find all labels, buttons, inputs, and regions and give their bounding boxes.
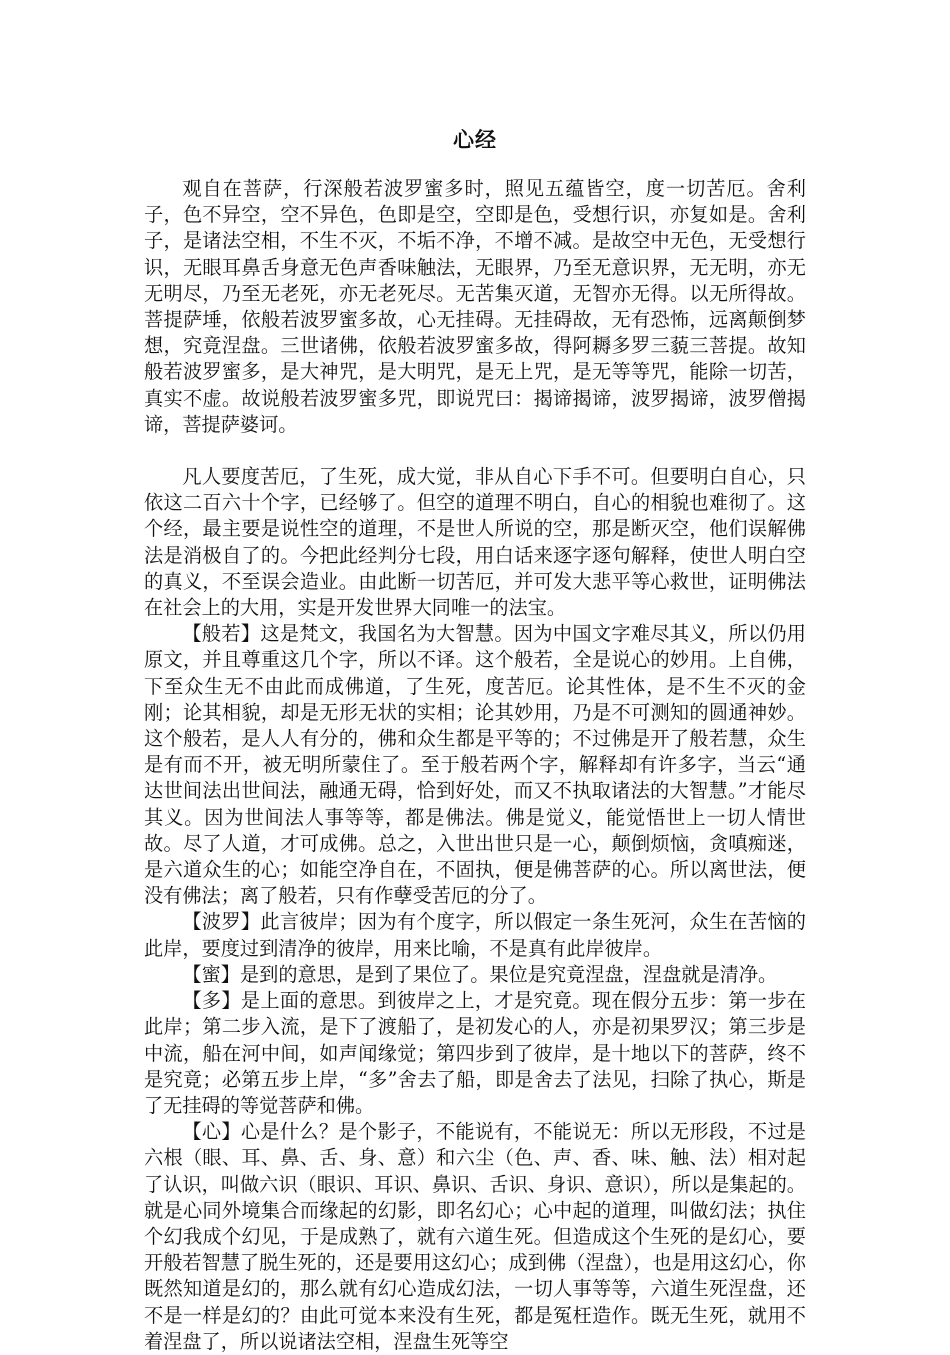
document-title: 心经 — [453, 128, 497, 152]
document-body — [144, 176, 806, 1355]
commentary-heart-paragraph: 【心】心是什么？是个影子，不能说有，不能说无：所以无形段，不过是六根（眼、耳、鼻、舌、身、意）和六尘（色、声、香、味、触、法）相对起了认识，叫做六识（眼识、耳识、鼻识、舌识、身识、意识），所以是集起的。就是心同外境集合而缘起的幻影，即名幻心；心中起的道理，叫做幻法；执住个幻我成个幻见，于是成熟了，就有六道生死。但造成这个生死的是幻心，要开般若智慧了脱生死的，还是要用这幻心；成到佛（涅盘），也是用这幻心，你既然知道是幻的，那么就有幻心造成幻法，一切人事等等，六道生死涅盘，还不是一样是幻的？由此可觉本来没有生死，都是冤枉造作。既无生死，就用不着涅盘了，所以说诸法空相，涅盘生死等空 — [144, 1120, 806, 1353]
sutra-text-paragraph: 观自在菩萨，行深般若波罗蜜多时，照见五蕴皆空，度一切苦厄。舍利子，色不异空，空不异色，色即是空，空即是色，受想行识，亦复如是。舍利子，是诸法空相，不生不灭，不垢不净，不增不减。是故空中无色，无受想行识，无眼耳鼻舌身意无色声香味触法，无眼界，乃至无意识界，无无明，亦无无明尽，乃至无老死，亦无老死尽。无苦集灭道，无智亦无得。以无所得故。菩提萨埵，依般若波罗蜜多故，心无挂碍。无挂碍故，无有恐怖，远离颠倒梦想，究竟涅盘。三世诸佛，依般若波罗蜜多故，得阿耨多罗三藐三菩提。故知般若波罗蜜多，是大神咒，是大明咒，是无上咒，是无等等咒，能除一切苦，真实不虚。故说般若波罗蜜多咒，即说咒曰：揭谛揭谛，波罗揭谛，波罗僧揭谛，菩提萨婆诃。 — [144, 177, 806, 436]
commentary-prajna-paragraph: 【般若】这是梵文，我国名为大智慧。因为中国文字难尽其义，所以仍用原文，并且尊重这几个字，所以不译。这个般若，全是说心的妙用。上自佛，下至众生无不由此而成佛道，了生死，度苦厄。论其性体，是不生不灭的金刚；论其相貌，却是无形无状的实相；论其妙用，乃是不可测知的圆通神妙。这个般若，是人人有分的，佛和众生都是平等的；不过佛是开了般若慧，众生是有而不开，被无明所蒙住了。至于般若两个字，解释却有许多字，当云“通达世间法出世间法，融通无碍，恰到好处，而又不执取诸法的大智慧。”才能尽其义。因为世间法人事等等，都是佛法。佛是觉义，能觉悟世上一切人情世故。尽了人道，才可成佛。总之，入世出世只是一心，颠倒烦恼，贪嗔痴迷，是六道众生的心；如能空净自在，不固执，便是佛菩萨的心。所以离世法，便没有佛法；离了般若，只有作孽受苦厄的分了。 — [144, 622, 806, 908]
commentary-duo-paragraph: 【多】是上面的意思。到彼岸之上，才是究竟。现在假分五步：第一步在此岸；第二步入流，是下了渡船了，是初发心的人，亦是初果罗汉；第三步是中流，船在河中间，如声闻缘觉；第四步到了彼岸，是十地以下的菩萨，终不是究竟；必第五步上岸，“多”舍去了船，即是舍去了法见，扫除了执心，斯是了无挂碍的等觉菩萨和佛。 — [144, 989, 806, 1117]
commentary-mi-paragraph: 【蜜】是到的意思，是到了果位了。果位是究竟涅盘，涅盘就是清净。 — [182, 962, 778, 986]
commentary-intro-paragraph: 凡人要度苦厄，了生死，成大觉，非从自心下手不可。但要明白自心，只依这二百六十个字，已经够了。但空的道理不明白，自心的相貌也难彻了。这个经，最主要是说性空的道理，不是世人所说的空，那是断灭空，他们误解佛法是消极自了的。今把此经判分七段，用白话来逐字逐句解释，使世人明白空的真义，不至误会造业。由此断一切苦厄，并可发大悲平等心救世，证明佛法在社会上的大用，实是开发世界大同唯一的法宝。 — [144, 465, 806, 620]
commentary-paramita-paragraph: 【波罗】此言彼岸；因为有个度字，所以假定一条生死河，众生在苦恼的此岸，要度过到清净的彼岸，用来比喻，不是真有此岸彼岸。 — [144, 910, 806, 960]
